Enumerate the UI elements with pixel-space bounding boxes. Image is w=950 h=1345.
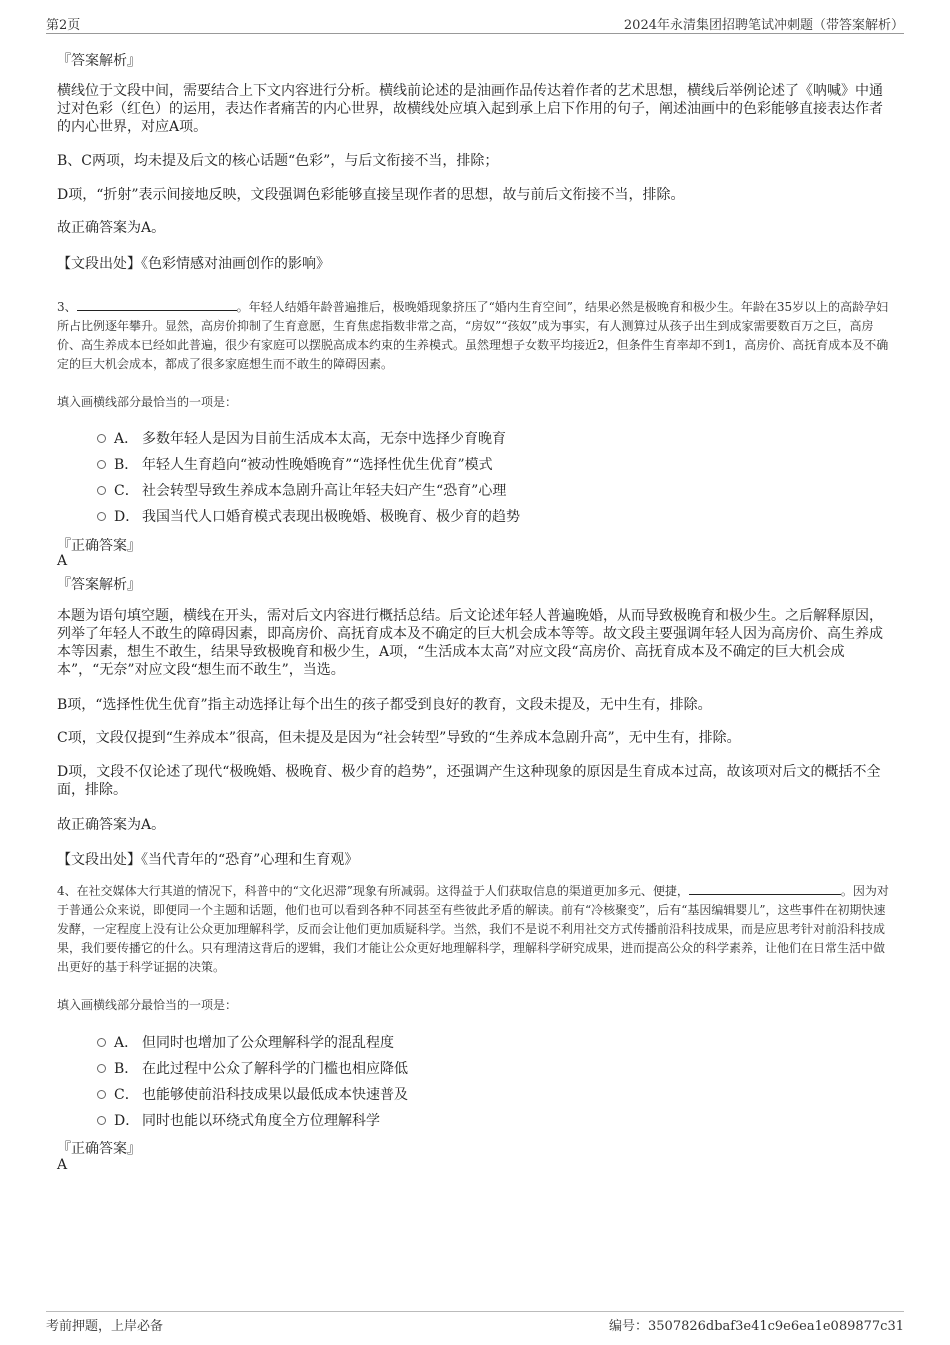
- radio-icon[interactable]: [97, 1064, 106, 1073]
- q3-option-c[interactable]: C． 社会转型导致生养成本急剧升高让年轻夫妇产生“恐育”心理: [97, 480, 506, 500]
- q2-analysis-para-3: D项，“折射”表示间接地反映，文段强调色彩能够直接呈现作者的思想，故与前后文衔接不当，排除。: [57, 187, 685, 203]
- radio-icon[interactable]: [97, 1116, 106, 1125]
- q4-stem-before: 在社交媒体大行其道的情况下，科普中的“文化迟滞”现象有所减弱。这得益于人们获取信息的渠道更加多元、便捷，: [76, 884, 689, 898]
- q3-conclusion: 故正确答案为A。: [57, 817, 166, 833]
- radio-icon[interactable]: [97, 434, 106, 443]
- q2-conclusion: 故正确答案为A。: [57, 220, 166, 236]
- q2-source: 【文段出处】《色彩情感对油画创作的影响》: [57, 256, 330, 272]
- q4-blank: [689, 883, 841, 895]
- q4-prompt: 填入画横线部分最恰当的一项是：: [57, 998, 238, 1012]
- radio-icon[interactable]: [97, 1038, 106, 1047]
- q3-option-a[interactable]: A． 多数年轻人是因为目前生活成本太高，无奈中选择少育晚育: [97, 428, 506, 448]
- q3-analysis-label: 『答案解析』: [57, 577, 141, 593]
- footer-serial: 编号：3507826dbaf3e41c9e6ea1e089877c31: [609, 1319, 904, 1334]
- q4-option-b[interactable]: B． 在此过程中公众了解科学的门槛也相应降低: [97, 1058, 408, 1078]
- page-header: [46, 12, 904, 34]
- q3-option-b[interactable]: B． 年轻人生育趋向“被动性晚婚晚育”“选择性优生优育”模式: [97, 454, 493, 474]
- radio-icon[interactable]: [97, 1090, 106, 1099]
- q4-answer-label: 『正确答案』: [57, 1141, 141, 1157]
- q3-answer: A: [57, 553, 68, 569]
- radio-icon[interactable]: [97, 460, 106, 469]
- q3-analysis-para-4: D项，文段不仅论述了现代“极晚婚、极晚育、极少育的趋势”，还强调产生这种现象的原因是生育成本过高，故该项对后文的概括不全面，排除。: [57, 764, 881, 798]
- page-number: 第2页: [46, 18, 81, 33]
- q2-analysis-label: 『答案解析』: [57, 53, 141, 69]
- q4-option-c[interactable]: C． 也能够使前沿科技成果以最低成本快速普及: [97, 1084, 408, 1104]
- q2-analysis-para-2: B、C两项，均未提及后文的核心话题“色彩”，与后文衔接不当，排除；: [57, 153, 499, 169]
- q3-number: 3、: [57, 300, 77, 314]
- q4-stem: [57, 882, 889, 977]
- q2-analysis-para-1: 横线位于文段中间，需要结合上下文内容进行分析。横线前论述的是油画作品传达着作者的艺术思想，横线后举例论述了《呐喊》中通过对色彩（红色）的运用，表达作者痛苦的内心世界，故横线处应填入起到承上启下作用的句子，阐述油画中的色彩能够直接表达作者的内心世界，对应A项。: [57, 83, 883, 135]
- q4-stem-after: 。因为对于普通公众来说，即便同一个主题和话题，他们也可以看到各种不同甚至有些彼此矛盾的解读。前有“冷核聚变”，后有“基因编辑婴儿”，这些事件在初期快速发酵，一定程度上没有让公众更加理解科学，反而会让他们更加质疑科学。当然，我们不是说不利用社交方式传播前沿科技成果，而是应思考针对前沿科技成果，我们要传播它的什么。只有理清这背后的逻辑，我们才能让公众更好地理解科学，理解科学研究成果，进而提高公众的科学素养，让他们在日常生活中做出更好的基于科学证据的决策。: [57, 884, 889, 974]
- q4-answer: A: [57, 1157, 68, 1173]
- q4-number: 4、: [57, 884, 77, 898]
- footer-slogan: 考前押题，上岸必备: [46, 1319, 164, 1334]
- q3-answer-label: 『正确答案』: [57, 538, 141, 554]
- radio-icon[interactable]: [97, 512, 106, 521]
- q3-analysis-para-3: C项，文段仅提到“生养成本”很高，但未提及是因为“社会转型”导致的“生养成本急剧升高”，无中生有，排除。: [57, 730, 741, 746]
- q3-analysis-para-2: B项，“选择性优生优育”指主动选择让每个出生的孩子都受到良好的教育，文段未提及，无中生有，排除。: [57, 697, 712, 713]
- q3-analysis-para-1: 本题为语句填空题，横线在开头，需对后文内容进行概括总结。后文论述年轻人普遍晚婚，从而导致极晚育和极少生。之后解释原因，列举了年轻人不敢生的障碍因素，即高房价、高抚育成本及不确定的巨大机会成本等等。故文段主要强调年轻人因为高房价、高生养成本等因素，想生不敢生，结果导致极晚育和极少生，A项，“生活成本太高”对应文段“高房价、高抚育成本及不确定的巨大机会成本”，“无奈”对应文段“想生而不敢生”，当选。: [57, 608, 883, 678]
- document-title: 2024年永清集团招聘笔试冲刺题（带答案解析）: [623, 18, 904, 33]
- q3-prompt: 填入画横线部分最恰当的一项是：: [57, 395, 238, 409]
- q4-option-d[interactable]: D． 同时也能以环绕式角度全方位理解科学: [97, 1110, 380, 1130]
- radio-icon[interactable]: [97, 486, 106, 495]
- page-footer: [46, 1311, 904, 1333]
- q3-option-d[interactable]: D． 我国当代人口婚育模式表现出极晚婚、极晚育、极少育的趋势: [97, 506, 520, 526]
- q3-source: 【文段出处】《当代青年的“恐育”心理和生育观》: [57, 852, 359, 868]
- q3-stem: [57, 298, 889, 374]
- q3-stem-text: 。年轻人结婚年龄普遍推后，极晚婚现象挤压了“婚内生育空间”，结果必然是极晚育和极少生。年龄在35岁以上的高龄孕妇所占比例逐年攀升。显然，高房价抑制了生育意愿，生育焦虑指数非常之高，“房奴”“孩奴”成为事实，有人测算过从孩子出生到成家需要数百万之巨，高房价、高生养成本已经如此普遍，很少有家庭可以摆脱高成本约束的生养模式。虽然理想子女数平均接近2，但条件生育率却不到1，高房价、高抚育成本及不确定的巨大机会成本，都成了很多家庭想生而不敢生的障碍因素。: [57, 300, 889, 371]
- q3-blank: [77, 299, 237, 311]
- q4-option-a[interactable]: A． 但同时也增加了公众理解科学的混乱程度: [97, 1032, 394, 1052]
